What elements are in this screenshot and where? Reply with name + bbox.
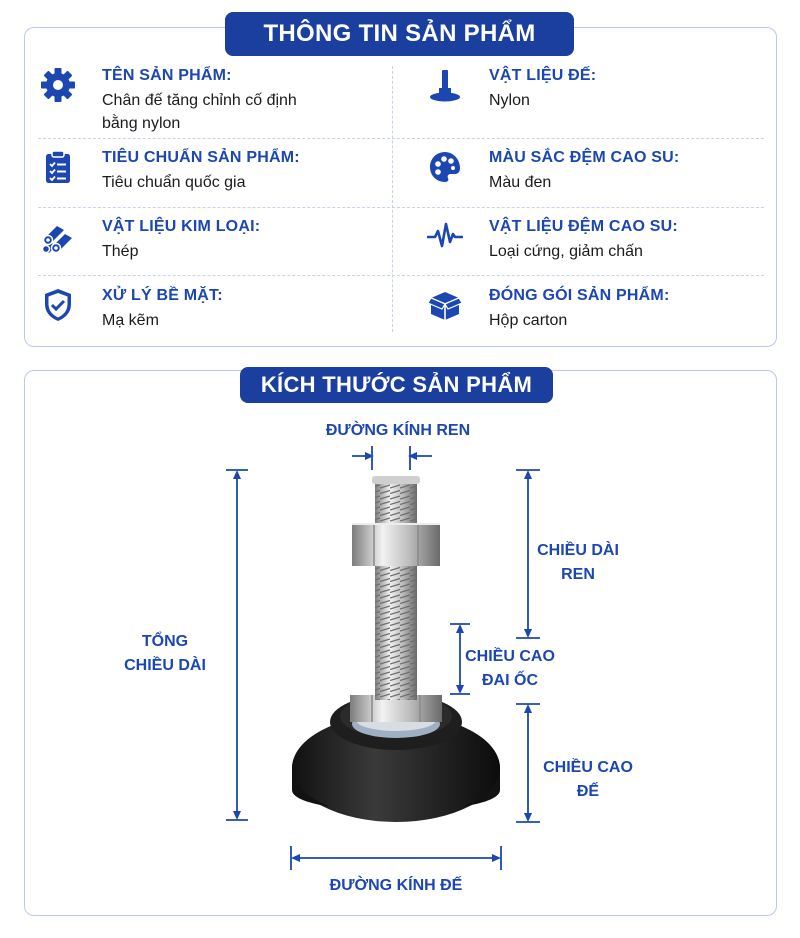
spec-label: ĐÓNG GÓI SẢN PHẨM:	[489, 287, 670, 304]
spec-label: TÊN SẢN PHẨM:	[102, 67, 232, 84]
spec-value: Thép	[102, 243, 139, 260]
nut-height-label: CHIỀU CAO ĐAI ỐC	[465, 648, 555, 689]
base-diameter-label: ĐƯỜNG KÍNH ĐẾ	[329, 877, 463, 894]
spec-label: MÀU SẮC ĐỆM CAO SU:	[489, 149, 680, 166]
product-info-title: THÔNG TIN SẢN PHẨM	[225, 12, 574, 56]
spec-label: VẬT LIỆU ĐẾ:	[489, 67, 597, 84]
spec-value: Mạ kẽm	[102, 312, 159, 329]
thread-length-label: CHIỀU DÀI REN	[537, 542, 619, 583]
spec-label: XỬ LÝ BỀ MẶT:	[102, 287, 223, 304]
spec-label: VẬT LIỆU ĐỆM CAO SU:	[489, 218, 678, 235]
spec-value: Chân đế tăng chỉnh cố định bằng nylon	[102, 92, 297, 132]
spec-value: Màu đen	[489, 174, 552, 191]
spec-value: Hộp carton	[489, 312, 568, 329]
spec-label: TIÊU CHUẨN SẢN PHẨM:	[102, 149, 300, 166]
base-height-label: CHIỀU CAO ĐẾ	[543, 759, 633, 800]
spec-value: Loại cứng, giảm chấn	[489, 243, 643, 260]
spec-value: Nylon	[489, 92, 530, 109]
spec-value: Tiêu chuẩn quốc gia	[102, 174, 246, 191]
dimensions-title: KÍCH THƯỚC SẢN PHẨM	[240, 367, 553, 403]
spec-label: VẬT LIỆU KIM LOẠI:	[102, 218, 261, 235]
total-length-label: TỔNG CHIỀU DÀI	[124, 633, 206, 674]
thread-diameter-label: ĐƯỜNG KÍNH REN	[325, 422, 471, 439]
